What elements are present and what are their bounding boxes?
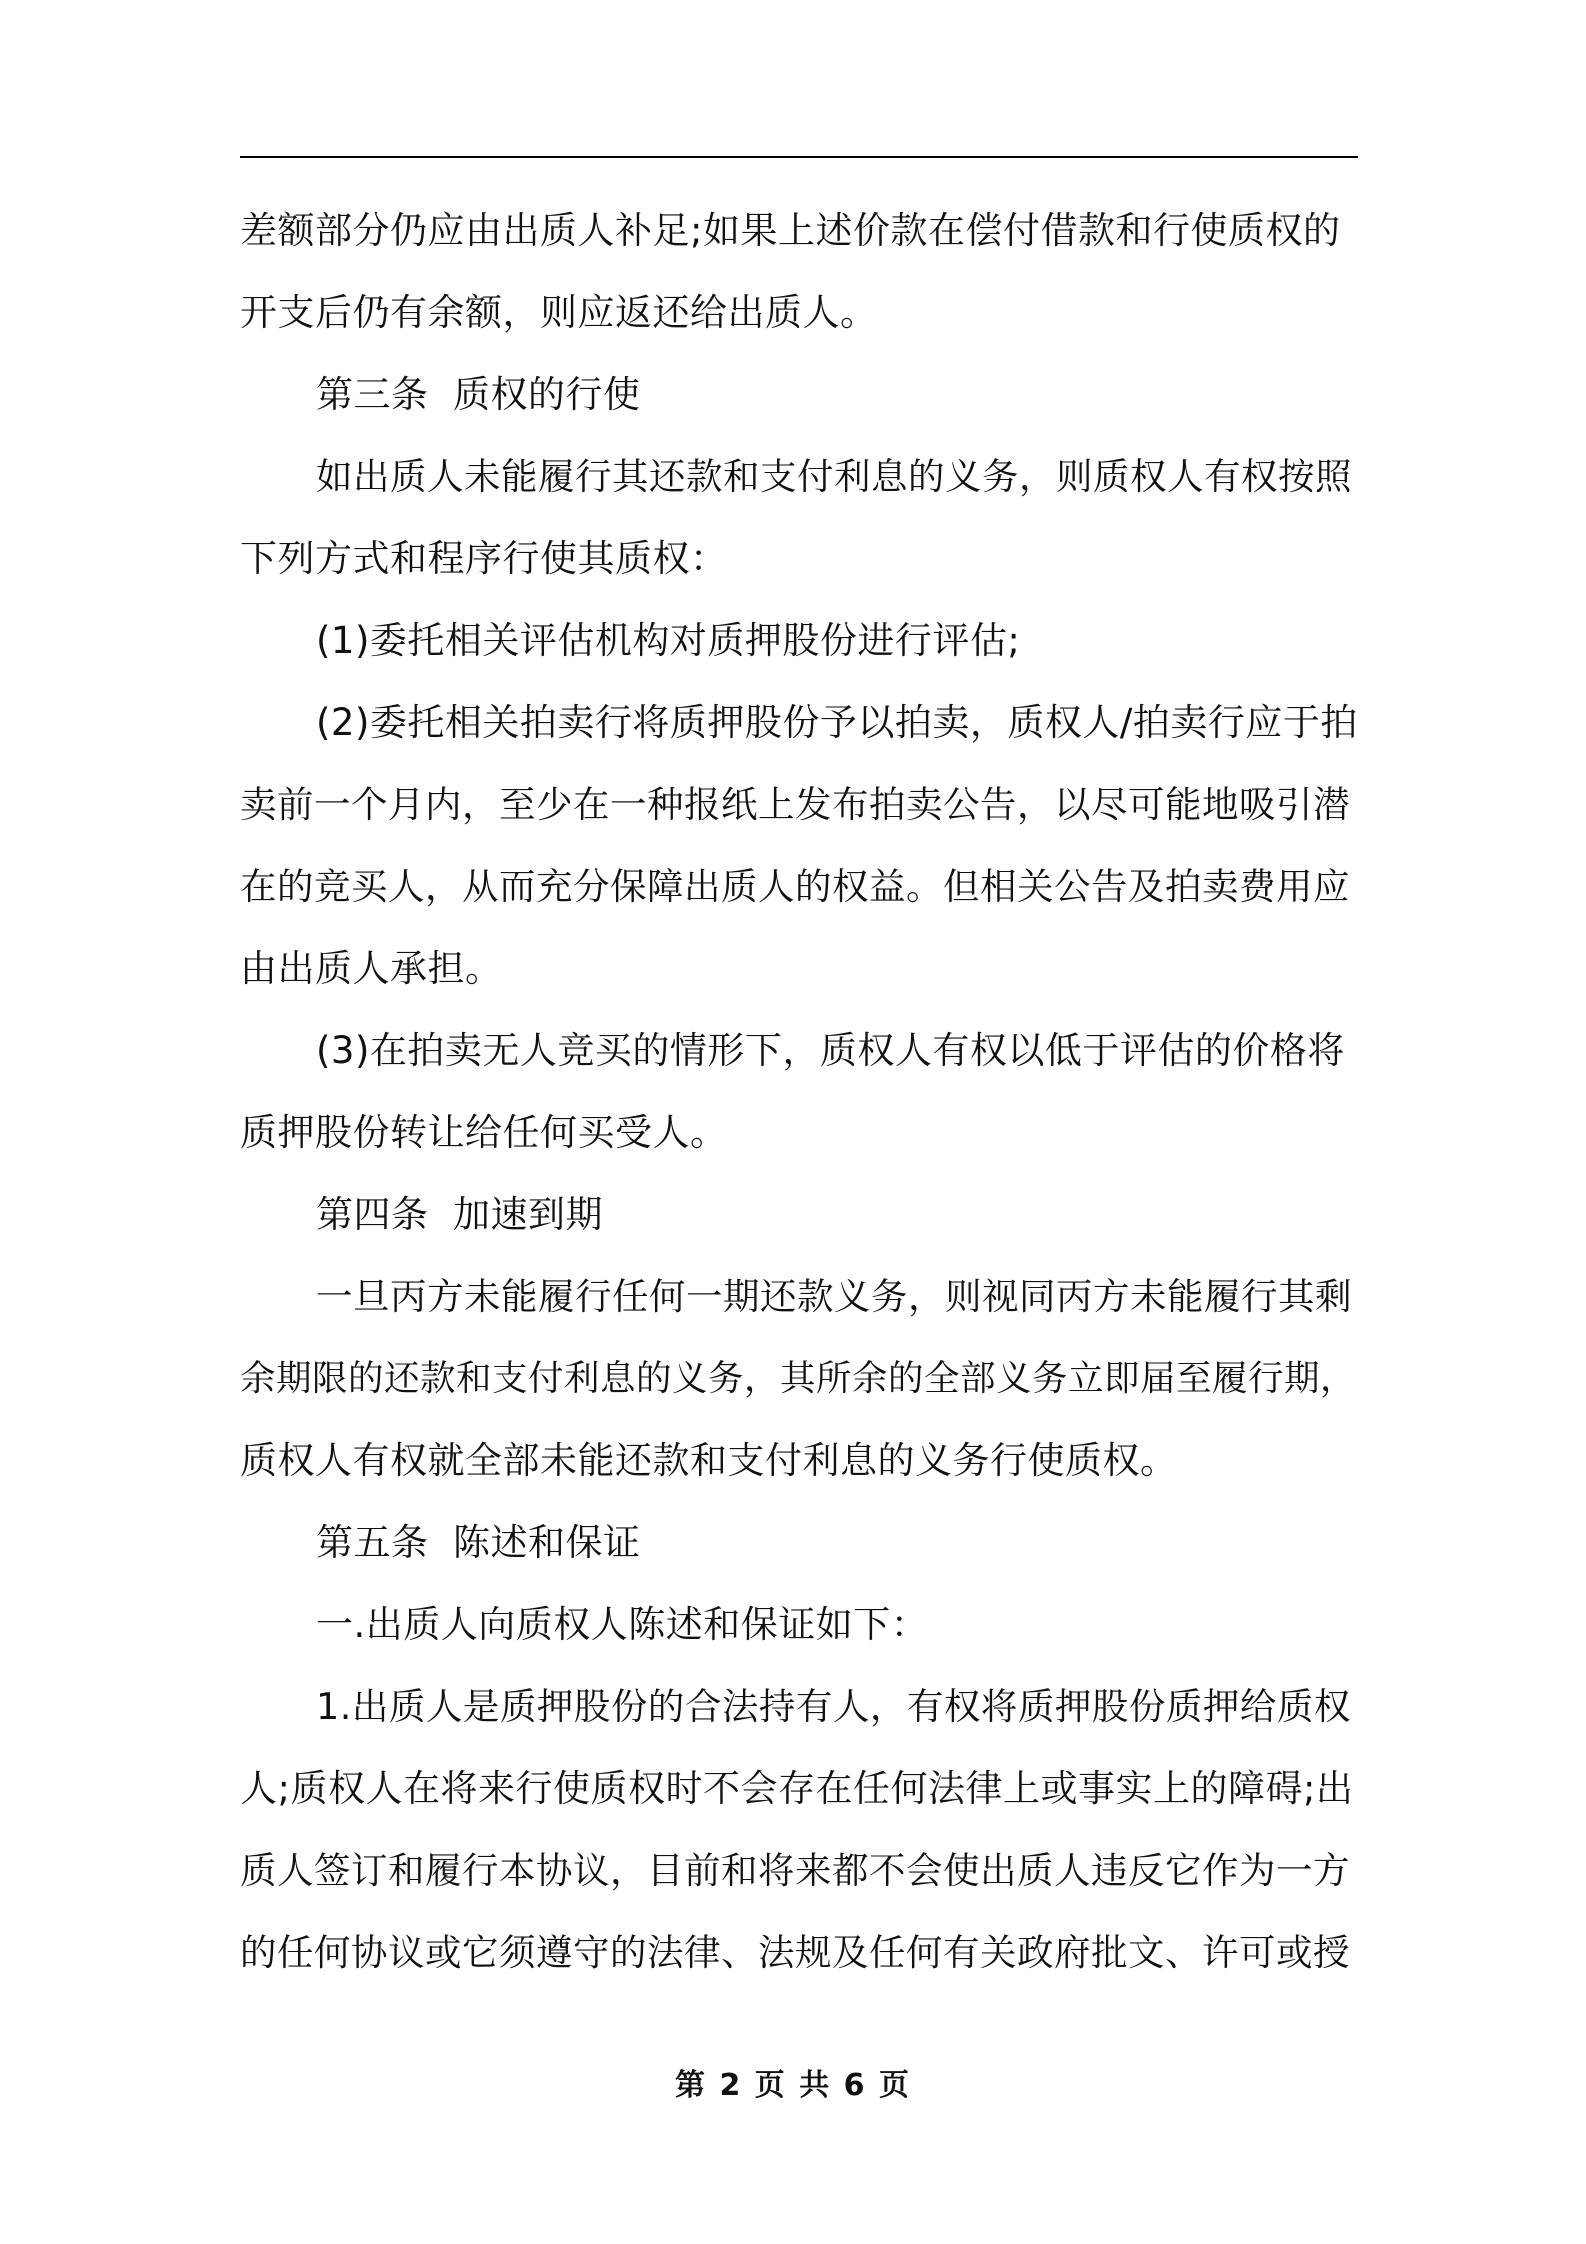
text-line: 1.出质人是质押股份的合法持有人，有权将质押股份质押给质权: [316, 1685, 1351, 1728]
article-heading: 第五条 陈述和保证: [316, 1521, 641, 1564]
document-body: [240, 190, 1360, 1994]
text-line: 人;质权人在将来行使质权时不会存在任何法律上或事实上的障碍;出: [240, 1767, 1354, 1810]
article-heading: 第三条 质权的行使: [316, 373, 641, 416]
text-line: (3)在拍卖无人竞买的情形下，质权人有权以低于评估的价格将: [316, 1029, 1345, 1072]
text-line: 质权人有权就全部未能还款和支付利息的义务行使质权。: [240, 1439, 1178, 1482]
text-line: (2)委托相关拍卖行将质押股份予以拍卖，质权人/拍卖行应于拍: [316, 701, 1358, 744]
text-line: 卖前一个月内，至少在一种报纸上发布拍卖公告，以尽可能地吸引潜: [240, 783, 1350, 826]
text-line: 一旦丙方未能履行任何一期还款义务，则视同丙方未能履行其剩: [316, 1275, 1352, 1318]
page-number-footer: 第 2 页 共 6 页: [675, 2068, 911, 2103]
text-line: 在的竞买人，从而充分保障出质人的权益。但相关公告及拍卖费用应: [240, 865, 1350, 908]
text-line: 下列方式和程序行使其质权：: [240, 537, 728, 580]
text-line: 质押股份转让给任何买受人。: [240, 1111, 728, 1154]
text-line: 如出质人未能履行其还款和支付利息的义务，则质权人有权按照: [316, 455, 1352, 498]
text-line: 一.出质人向质权人陈述和保证如下：: [316, 1603, 929, 1646]
text-line: 由出质人承担。: [240, 947, 503, 990]
text-line: 余期限的还款和支付利息的义务，其所余的全部义务立即届至履行期，: [240, 1358, 1357, 1399]
article-heading: 第四条 加速到期: [316, 1193, 604, 1236]
text-line: 差额部分仍应由出质人补足;如果上述价款在偿付借款和行使质权的: [240, 209, 1341, 252]
header-rule: [240, 156, 1358, 158]
text-line: 的任何协议或它须遵守的法律、法规及任何有关政府批文、许可或授: [240, 1931, 1350, 1974]
text-line: (1)委托相关评估机构对质押股份进行评估;: [316, 619, 1021, 662]
text-line: 质人签订和履行本协议，目前和将来都不会使出质人违反它作为一方: [240, 1849, 1350, 1892]
text-line: 开支后仍有余额，则应返还给出质人。: [240, 291, 878, 334]
